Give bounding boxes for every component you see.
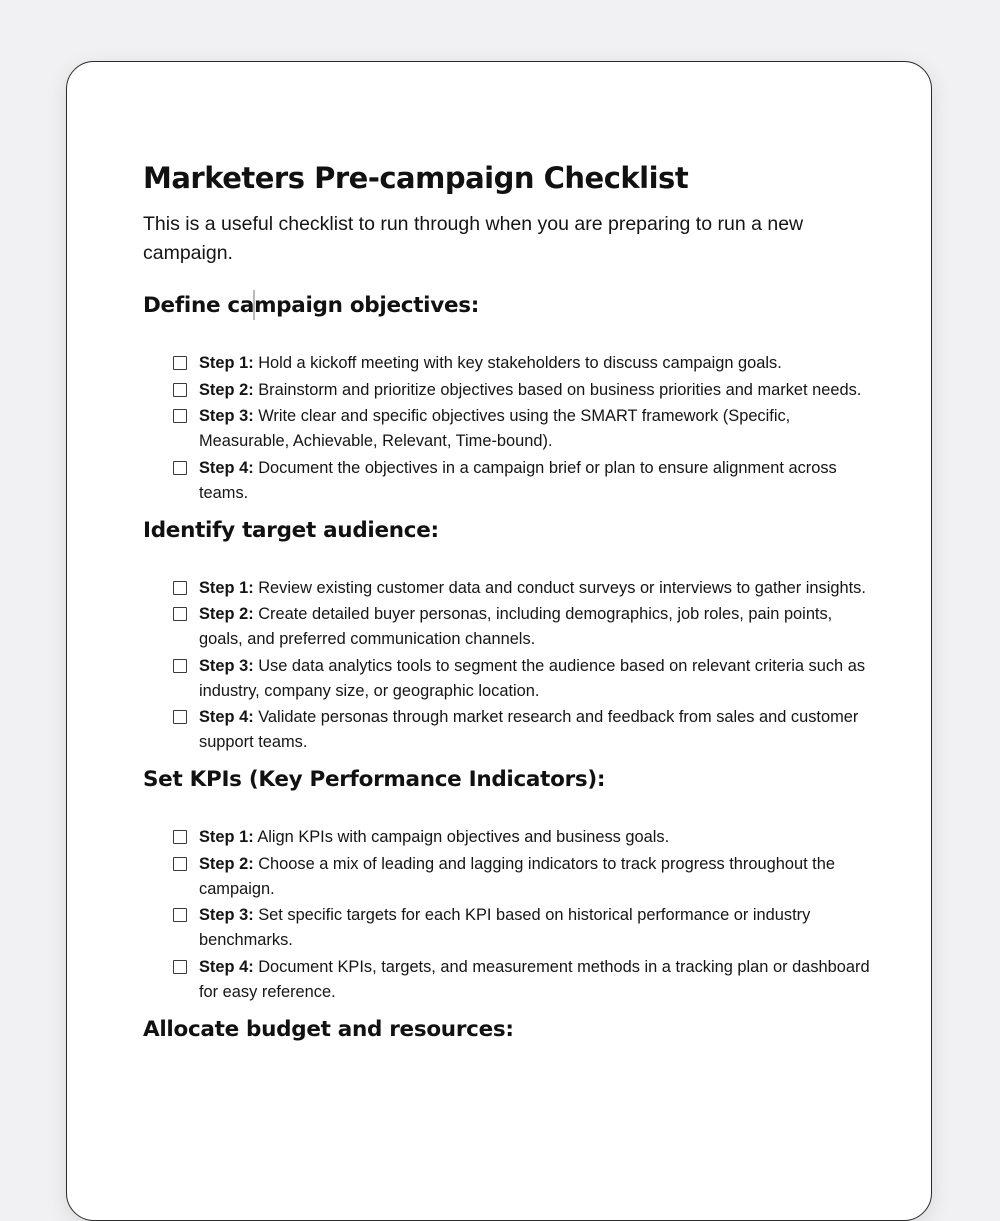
- step-text[interactable]: [199, 456, 873, 506]
- step-label: Step 2:: [199, 380, 254, 399]
- checklist-item: [173, 576, 873, 601]
- step-description: Use data analytics tools to segment the audience based on relevant criteria such as industry, company size, or geographic location.: [199, 656, 866, 700]
- step-label: Step 4:: [199, 708, 254, 726]
- step-label: Step 4:: [199, 957, 254, 976]
- checkbox[interactable]: [173, 383, 187, 397]
- checklist-item: [173, 378, 873, 403]
- checkbox[interactable]: [173, 830, 187, 844]
- step-text[interactable]: [199, 378, 873, 403]
- step-description: Create detailed buyer personas, including demographics, job roles, pain points, goals, and preferred communication channels.: [199, 605, 833, 648]
- section-heading-budget[interactable]: Allocate budget and resources:: [143, 1016, 514, 1042]
- step-label: Step 1:: [199, 828, 254, 846]
- checkbox[interactable]: [173, 659, 187, 673]
- step-text[interactable]: [199, 705, 873, 755]
- step-text[interactable]: [199, 404, 873, 454]
- checklist-audience: [143, 576, 873, 756]
- step-text[interactable]: [199, 825, 873, 850]
- checklist-objectives: [143, 351, 873, 506]
- step-description: Validate personas through market research and feedback from sales and customer support teams.: [199, 708, 859, 751]
- checklist-item: [173, 705, 873, 755]
- step-label: Step 1:: [199, 354, 254, 372]
- step-label: Step 3:: [199, 906, 254, 924]
- checkbox[interactable]: [173, 409, 187, 423]
- heading-text-before-cursor: Define ca: [143, 293, 255, 318]
- checklist-item: [173, 456, 873, 506]
- checkbox[interactable]: [173, 908, 187, 922]
- checklist-item: [173, 852, 873, 902]
- checklist-item: [173, 602, 873, 652]
- checklist-item: [173, 351, 873, 376]
- step-label: Step 2:: [199, 854, 254, 873]
- step-description: Write clear and specific objectives using the SMART framework (Specific, Measurable, Achievable, Relevant, Time-bound).: [199, 407, 791, 450]
- step-description: Align KPIs with campaign objectives and business goals.: [257, 828, 670, 846]
- section-heading-audience[interactable]: Identify target audience:: [143, 517, 439, 543]
- section-heading-objectives[interactable]: [143, 290, 873, 321]
- step-description: Choose a mix of leading and lagging indicators to track progress throughout the campaign.: [199, 854, 835, 898]
- step-label: Step 3:: [199, 656, 254, 675]
- checklist-item: [173, 404, 873, 454]
- step-label: Step 4:: [199, 458, 254, 477]
- step-label: Step 1:: [199, 578, 254, 597]
- checkbox[interactable]: [173, 356, 187, 370]
- step-description: Hold a kickoff meeting with key stakeholders to discuss campaign goals.: [258, 354, 782, 372]
- step-description: Document the objectives in a campaign brief or plan to ensure alignment across teams.: [199, 458, 837, 502]
- document-title[interactable]: Marketers Pre-campaign Checklist: [143, 161, 689, 195]
- checkbox[interactable]: [173, 581, 187, 595]
- checkbox[interactable]: [173, 960, 187, 974]
- step-text[interactable]: [199, 602, 873, 652]
- section-heading-kpis[interactable]: Set KPIs (Key Performance Indicators):: [143, 767, 606, 792]
- heading-text-after-cursor: mpaign objectives:: [254, 293, 480, 318]
- step-text[interactable]: [199, 576, 873, 601]
- step-description: Brainstorm and prioritize objectives based on business priorities and market needs.: [258, 380, 862, 399]
- step-text[interactable]: [199, 903, 873, 953]
- checklist-item: [173, 654, 873, 704]
- document-intro[interactable]: This is a useful checklist to run through when you are preparing to run a new campaign.: [143, 213, 804, 264]
- step-label: Step 3:: [199, 407, 254, 425]
- checklist-item: [173, 955, 873, 1005]
- checklist-item: [173, 903, 873, 953]
- step-text[interactable]: [199, 351, 873, 376]
- step-description: Review existing customer data and conduct surveys or interviews to gather insights.: [258, 578, 866, 597]
- checklist-item: [173, 825, 873, 850]
- checkbox[interactable]: [173, 607, 187, 621]
- step-text[interactable]: [199, 852, 873, 902]
- step-text[interactable]: [199, 654, 873, 704]
- document-body[interactable]: [143, 160, 873, 1075]
- step-label: Step 2:: [199, 605, 254, 623]
- checklist-kpis: [143, 825, 873, 1005]
- step-text[interactable]: [199, 955, 873, 1005]
- checkbox[interactable]: [173, 857, 187, 871]
- checkbox[interactable]: [173, 710, 187, 724]
- step-description: Set specific targets for each KPI based on historical performance or industry benchmarks.: [199, 906, 811, 949]
- checkbox[interactable]: [173, 461, 187, 475]
- step-description: Document KPIs, targets, and measurement methods in a tracking plan or dashboard for easy reference.: [199, 957, 870, 1001]
- document-card: [66, 61, 932, 1221]
